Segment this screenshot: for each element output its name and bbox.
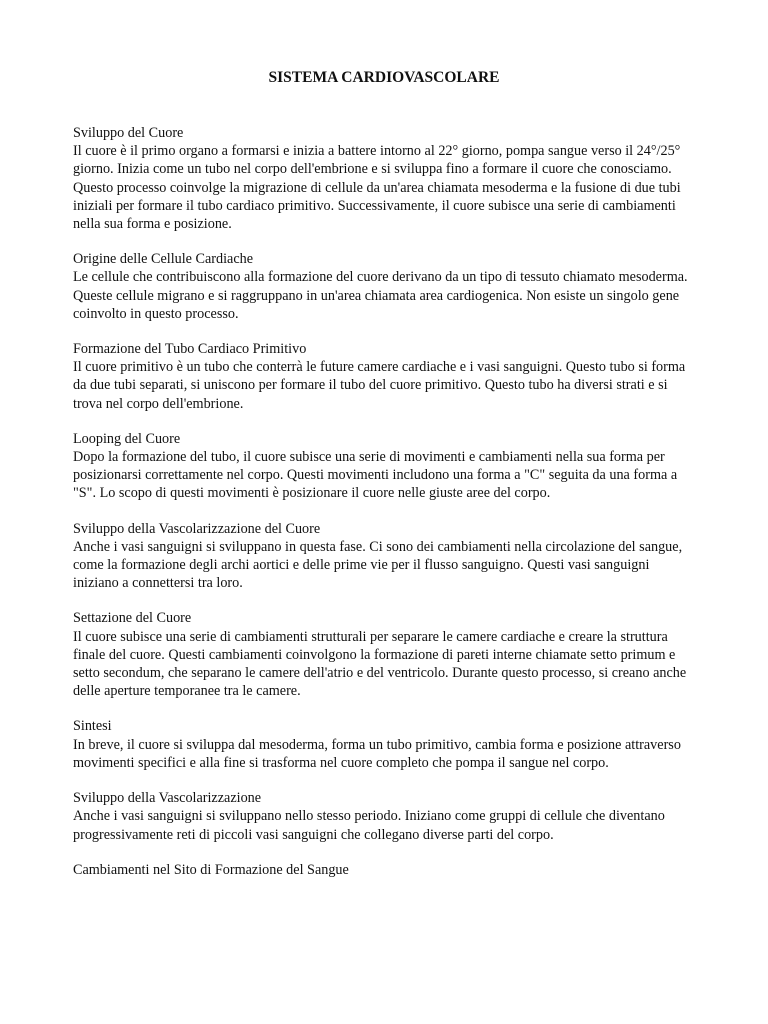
section-heading: Sviluppo della Vascolarizzazione: [73, 790, 262, 807]
section-body: Dopo la formazione del tubo, il cuore subisce una serie di movimenti e cambiamenti nella sua forma per posizionarsi correttamente nel corpo. Questi movimenti includono una forma a "C" seguita da una forma a "S". Lo scopo di questi movimenti è posizionare il cuore nelle giuste aree del corpo.: [73, 449, 678, 502]
section-origine-cellule-cardiache: [73, 250, 698, 323]
section-cambiamenti-sito-sangue: [73, 861, 698, 879]
section-heading: Settazione del Cuore: [73, 610, 192, 627]
section-settazione-del-cuore: [73, 609, 698, 700]
document-content: [73, 124, 698, 896]
section-heading: Sintesi: [73, 718, 112, 735]
section-sintesi: [73, 717, 698, 772]
section-vascolarizzazione-cuore: [73, 520, 698, 593]
section-sviluppo-vascolarizzazione: [73, 789, 698, 844]
section-body: Anche i vasi sanguigni si sviluppano in questa fase. Ci sono dei cambiamenti nella circolazione del sangue, come la formazione degli archi aortici e delle prime vie per il flusso sanguigno. Questi vasi sanguigni iniziano a connettersi tra loro.: [73, 538, 683, 592]
section-heading: Sviluppo della Vascolarizzazione del Cuore: [73, 520, 321, 537]
section-formazione-tubo-cardiaco: [73, 340, 698, 413]
section-heading: Origine delle Cellule Cardiache: [73, 251, 254, 268]
section-body: Il cuore è il primo organo a formarsi e inizia a battere intorno al 22° giorno, pompa sangue verso il 24°/25° giorno. Inizia come un tubo nel corpo dell'embrione e si sviluppa fino a formare il cuore che conosciamo. Questo processo coinvolge la migrazione di cellule da un'area chiamata mesoderma e la fusione di due tubi iniziali per formare il tubo cardiaco primitivo. Successivamente, il cuore subisce una serie di cambiamenti nella sua forma e posizione.: [73, 143, 681, 233]
document-title: SISTEMA CARDIOVASCOLARE: [268, 69, 500, 86]
section-body: Il cuore subisce una serie di cambiamenti strutturali per separare le camere cardiache e creare la struttura finale del cuore. Questi cambiamenti coinvolgono la formazione di pareti interne chiamate setto primum e setto secondum, che separano le camere dell'atrio e del ventricolo. Durante questo processo, si creano anche delle aperture temporanee tra le camere.: [73, 628, 687, 700]
section-looping-del-cuore: [73, 430, 698, 503]
section-body: In breve, il cuore si sviluppa dal mesoderma, forma un tubo primitivo, cambia forma e posizione attraverso movimenti specifici e alla fine si trasforma nel cuore completo che pompa il sangue nel corpo.: [73, 736, 681, 771]
section-heading: Sviluppo del Cuore: [73, 125, 184, 141]
section-body: Anche i vasi sanguigni si sviluppano nello stesso periodo. Iniziano come gruppi di cellule che diventano progressivamente reti di piccoli vasi sanguigni che collegano diverse parti del corpo.: [73, 808, 665, 843]
section-body: Le cellule che contribuiscono alla formazione del cuore derivano da un tipo di tessuto chiamato mesoderma. Queste cellule migrano e si raggruppano in un'area chiamata area cardiogenica. Non esiste un singolo gene coinvolto in questo processo.: [73, 269, 688, 322]
section-heading: Looping del Cuore: [73, 430, 181, 447]
section-sviluppo-del-cuore: [73, 124, 698, 233]
section-heading: Formazione del Tubo Cardiaco Primitivo: [73, 341, 307, 358]
section-heading: Cambiamenti nel Sito di Formazione del Sangue: [73, 861, 349, 878]
section-body: Il cuore primitivo è un tubo che conterrà le future camere cardiache e i vasi sanguigni. Questo tubo si forma da due tubi separati, si uniscono per formare il tubo del cuore primitivo. Questo tubo ha diversi strati e si trova nel corpo dell'embrione.: [73, 359, 686, 412]
